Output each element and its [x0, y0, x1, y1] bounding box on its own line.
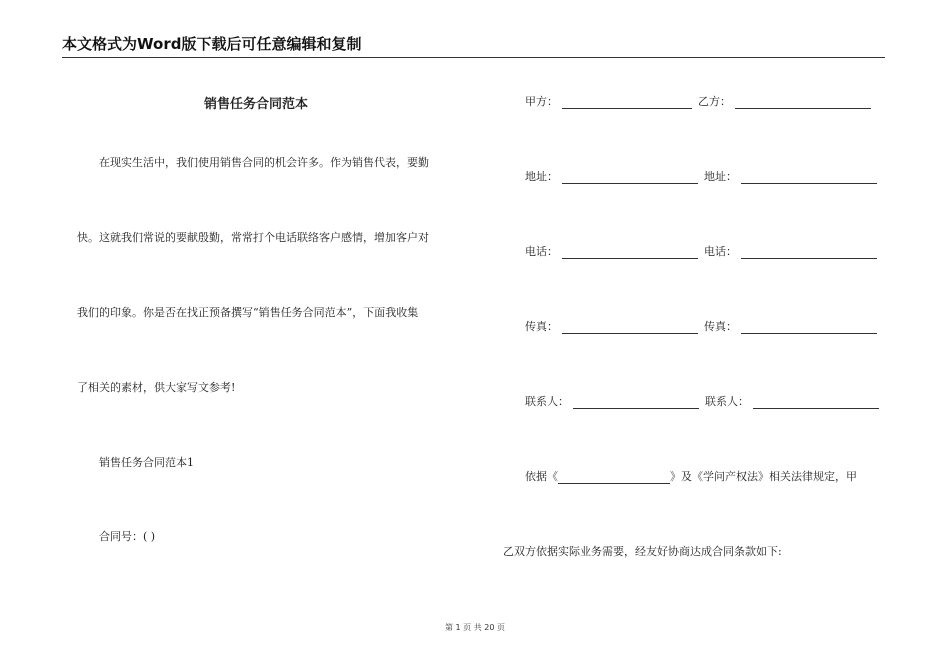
- address-b-label: 地址：: [704, 170, 737, 183]
- basis-blank[interactable]: [558, 471, 670, 484]
- page-header: 本文格式为Word版下载后可任意编辑和复制: [62, 33, 885, 58]
- body-line-4: 了相关的素材，供大家写文参考!: [77, 381, 236, 394]
- form-row-fax: [525, 318, 883, 334]
- body-line-2: 快。这就我们常说的要献殷勤，常常打个电话联络客户感情，增加客户对: [77, 231, 429, 244]
- contact-b-label: 联系人：: [705, 395, 749, 408]
- form-row-party: [525, 93, 877, 109]
- party-b-label: 乙方：: [698, 95, 731, 108]
- basis-line-2: 乙双方依据实际业务需要，经友好协商达成合同条款如下:: [503, 545, 782, 558]
- phone-b-label: 电话：: [704, 245, 737, 258]
- basis-prefix: 依据《: [525, 470, 558, 483]
- contact-b-blank[interactable]: [753, 396, 879, 409]
- contact-a-label: 联系人：: [525, 395, 569, 408]
- fax-b-blank[interactable]: [741, 321, 877, 334]
- phone-b-blank[interactable]: [741, 246, 877, 259]
- body-line-3: 我们的印象。你是否在找正预备撰写“销售任务合同范本”，下面我收集: [77, 306, 419, 319]
- body-line-1: 在现实生活中，我们使用销售合同的机会许多。作为销售代表，要勤: [99, 156, 429, 169]
- party-a-blank[interactable]: [562, 96, 692, 109]
- fax-b-label: 传真：: [704, 320, 737, 333]
- phone-a-blank[interactable]: [562, 246, 698, 259]
- address-a-blank[interactable]: [562, 171, 698, 184]
- page-footer: 第 1 页 共 20 页: [445, 623, 505, 632]
- section-heading: 销售任务合同范本1: [99, 456, 194, 469]
- fax-a-blank[interactable]: [562, 321, 698, 334]
- fax-a-label: 传真：: [525, 320, 558, 333]
- party-a-label: 甲方：: [525, 95, 558, 108]
- basis-suffix: 》及《学问产权法》相关法律规定，甲: [670, 470, 857, 483]
- form-row-address: [525, 168, 883, 184]
- contract-number: 合同号：( ): [99, 530, 156, 543]
- address-a-label: 地址：: [525, 170, 558, 183]
- document-title: 销售任务合同范本: [204, 97, 309, 112]
- address-b-blank[interactable]: [741, 171, 877, 184]
- contact-a-blank[interactable]: [573, 396, 699, 409]
- form-row-contact: [525, 393, 885, 409]
- party-b-blank[interactable]: [735, 96, 871, 109]
- phone-a-label: 电话：: [525, 245, 558, 258]
- form-row-basis: [525, 468, 857, 484]
- form-row-phone: [525, 243, 883, 259]
